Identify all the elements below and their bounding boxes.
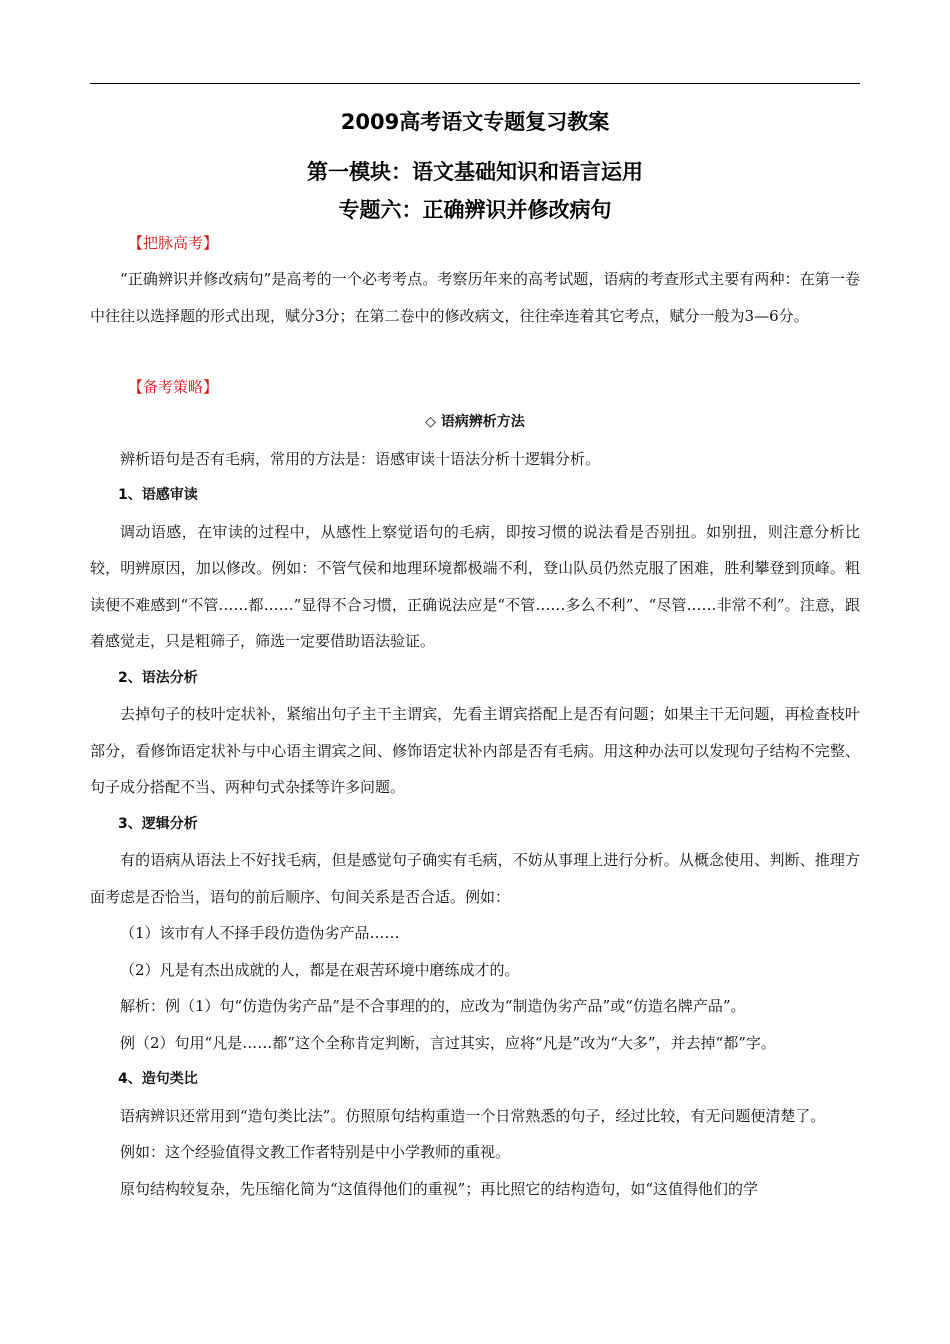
section-strategy-body xyxy=(90,404,860,1207)
module-title: 第一模块：语文基础知识和语言运用 xyxy=(307,160,643,184)
paragraph: 例如：这个经验值得文教工作者特别是中小学教师的重视。 xyxy=(120,1143,511,1161)
topic-title: 专题六：正确辨识并修改病句 xyxy=(338,198,612,222)
paragraph: “正确辨识并修改病句”是高考的一个必考考点。考察历年来的高考试题，语病的考查形式主要有两种：在第一卷中往往以选择题的形式出现，赋分3分；在第二卷中的修改病文，往往牵连着其它考点，赋分一般为3—6分。 xyxy=(90,270,860,325)
paragraph: 去掉句子的枝叶定状补，紧缩出句子主干主谓宾，先看主谓宾搭配上是否有问题；如果主干无问题，再检查枝叶部分，看修饰语定状补与中心语主谓宾之间、修饰语定状补内部是否有毛病。用这种办法可以发现句子结构不完整、句子成分搭配不当、两种句式杂揉等许多问题。 xyxy=(90,705,860,796)
header-rule xyxy=(90,83,860,84)
section-heading-strategy: 【备考策略】 xyxy=(128,378,219,396)
doc-title: 2009高考语文专题复习教案 xyxy=(340,110,610,134)
paragraph: 有的语病从语法上不好找毛病，但是感觉句子确实有毛病，不妨从事理上进行分析。从概念使用、判断、推理方面考虑是否恰当，语句的前后顺序、句间关系是否合适。例如： xyxy=(90,851,860,906)
subheading: 4、造句类比 xyxy=(118,1071,198,1087)
paragraph: 语病辨识还常用到“造句类比法”。仿照原句结构重造一个日常熟悉的句子，经过比较，有无问题便清楚了。 xyxy=(120,1106,826,1125)
subheading: 2、语法分析 xyxy=(118,669,198,686)
section-exam-body xyxy=(90,261,860,334)
example-line: （2）凡是有杰出成就的人，都是在艰苦环境中磨练成才的。 xyxy=(120,960,520,979)
method-title: ◇ 语病辨析方法 xyxy=(425,414,525,430)
example-line: （1）该市有人不择手段仿造伪劣产品…… xyxy=(120,924,400,942)
paragraph: 例（2）句用“凡是……都”这个全称肯定判断，言过其实，应将“凡是”改为“大多”，并去掉“都”字。 xyxy=(120,1033,776,1052)
paragraph: 调动语感，在审读的过程中，从感性上察觉语句的毛病，即按习惯的说法看是否别扭。如别扭，则注意分析比较，明辨原因，加以修改。例如：不管气侯和地理环境都极端不利，登山队员仍然克服了困难，胜利攀登到顶峰。粗读便不难感到“不管……都……”显得不合习惯，正确说法应是“不管……多么不利”、“尽管……非常不利”。注意，跟着感觉走，只是粗筛子，筛选一定要借助语法验证。 xyxy=(90,522,860,650)
section-heading-exam: 【把脉高考】 xyxy=(128,234,219,252)
subheading: 3、逻辑分析 xyxy=(118,815,198,832)
paragraph: 辨析语句是否有毛病，常用的方法是：语感审读十语法分析十逻辑分析。 xyxy=(120,449,601,468)
paragraph: 原句结构较复杂，先压缩化简为“这值得他们的重视”；再比照它的结构造句，如“这值得他们的学 xyxy=(120,1179,759,1198)
subheading: 1、语感审读 xyxy=(118,487,198,503)
paragraph: 解析：例（1）句“仿造伪劣产品”是不合事理的的，应改为“制造伪劣产品”或“仿造名牌产品”。 xyxy=(120,997,746,1015)
